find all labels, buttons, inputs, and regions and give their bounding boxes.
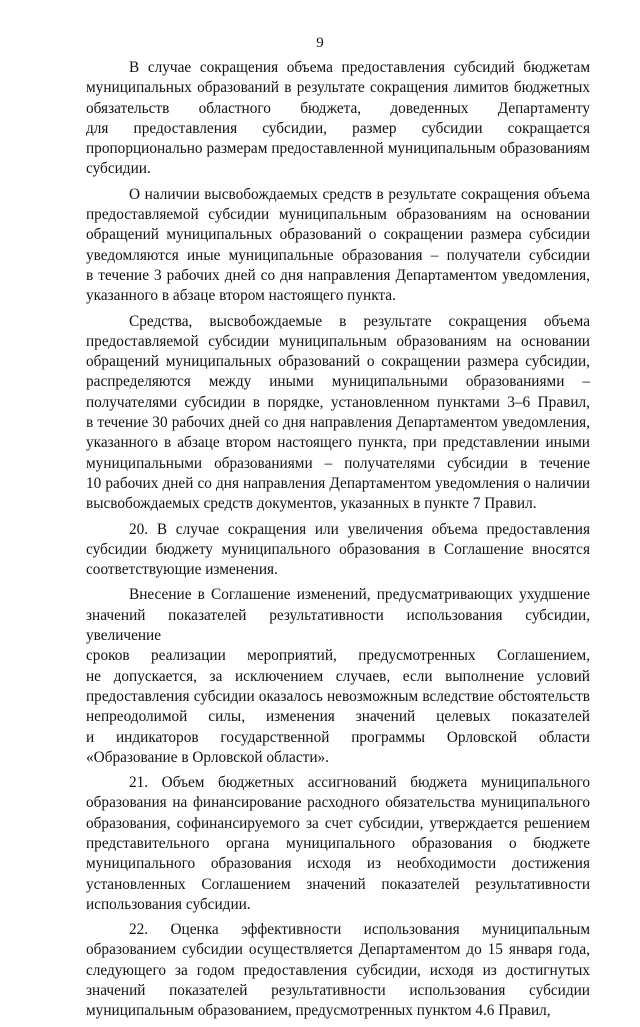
- paragraph: [86, 773, 590, 915]
- text-line: следующего за годом предоставления субсидии, исходя из достигнутых: [86, 961, 590, 979]
- text-line: обязательств областного бюджета, доведенных Департаменту: [86, 99, 590, 117]
- text-line: В случае сокращения объема предоставления субсидий бюджетам: [129, 59, 590, 76]
- text-line: в течение 3 рабочих дней со дня направления Департаментом уведомления,: [86, 266, 590, 284]
- text-line: указанного в абзаце втором настоящего пункта, при представлении иными: [86, 434, 590, 452]
- text-line: высвобождаемых средств документов, указанных в пункте 7 Правил.: [86, 495, 537, 513]
- text-line: Средства, высвобождаемые в результате сокращения объема: [129, 312, 590, 330]
- text-line: использования субсидии.: [86, 895, 251, 913]
- text-line: 10 рабочих дней со дня направления Департаментом уведомления о наличии: [86, 474, 590, 492]
- text-line: установленных Соглашением значений показателей результативности: [86, 875, 590, 893]
- text-line: муниципальным образованием, предусмотренных пунктом 4.6 Правил,: [86, 1002, 551, 1020]
- text-line: предоставляемой субсидии муниципальным образованиям на основании: [86, 332, 590, 350]
- text-line: для предоставления субсидии, размер субсидии сокращается: [86, 119, 590, 137]
- text-line: обращений муниципальных образований о сокращении размера субсидии,: [86, 353, 590, 371]
- paragraph: [86, 58, 590, 180]
- text-line: в течение 30 рабочих дней со дня направления Департаментом уведомления,: [86, 414, 590, 432]
- text-line: муниципальных образований в результате сокращения лимитов бюджетных: [86, 79, 590, 97]
- text-line: субсидии бюджету муниципального образования в Соглашение вносятся: [86, 540, 590, 558]
- text-line: муниципального образования исходя из необходимости достижения: [86, 855, 590, 873]
- text-line: «Образование в Орловской области».: [86, 748, 329, 766]
- paragraph: [86, 185, 590, 307]
- paragraph: [86, 520, 590, 581]
- text-line: обращений муниципальных образований о сокращении размера субсидии: [86, 226, 590, 244]
- text-line: образования на финансирование расходного обязательства муниципального: [86, 794, 590, 812]
- text-line: значений показателей результативности использования субсидии: [86, 982, 590, 1000]
- text-line: 20. В случае сокращения или увеличения объема предоставления: [129, 520, 590, 538]
- text-line: получателями субсидии в порядке, установленном пунктами 3–6 Правил,: [86, 393, 590, 411]
- text-line: распределяются между иными муниципальными образованиями –: [86, 373, 590, 391]
- text-line: О наличии высвобождаемых средств в результате сокращения объема: [129, 185, 590, 203]
- text-line: 21. Объем бюджетных ассигнований бюджета муниципального: [129, 774, 590, 792]
- text-line: представительного органа муниципального образования о бюджете: [86, 834, 590, 852]
- text-line: предоставления субсидии оказалось невозможным вследствие обстоятельств: [86, 687, 590, 705]
- text-line: сроков реализации мероприятий, предусмотренных Соглашением,: [86, 647, 590, 665]
- text-line: образования, софинансируемого за счет субсидии, утверждается решением: [86, 814, 590, 832]
- paragraph: [86, 585, 590, 768]
- paragraph: [86, 312, 590, 515]
- text-line: предоставляемой субсидии муниципальным образованиям на основании: [86, 206, 590, 224]
- paragraph: [86, 920, 590, 1021]
- text-line: образованием субсидии осуществляется Департаментом до 15 января года,: [86, 941, 590, 959]
- text-line: уведомляются иные муниципальные образования – получатели субсидии: [86, 246, 590, 264]
- document-body: [86, 58, 590, 1027]
- text-line: указанного в абзаце втором настоящего пункта.: [86, 287, 396, 305]
- text-line: непреодолимой силы, изменения значений целевых показателей: [86, 708, 590, 726]
- text-line: и индикаторов государственной программы Орловской области: [86, 728, 590, 746]
- text-line: Внесение в Соглашение изменений, предусматривающих ухудшение: [129, 586, 590, 604]
- text-line: не допускается, за исключением случаев, если выполнение условий: [86, 667, 590, 685]
- text-line: 22. Оценка эффективности использования муниципальным: [129, 921, 590, 939]
- text-line: соответствующие изменения.: [86, 561, 278, 579]
- text-line: значений показателей результативности использования субсидии, увеличение: [86, 606, 590, 645]
- page-number: 9: [316, 35, 324, 51]
- text-line: пропорционально размерам предоставленной муниципальным образованиям: [86, 140, 590, 158]
- text-line: муниципальными образованиями – получателями субсидии в течение: [86, 454, 590, 472]
- text-line: субсидии.: [86, 160, 151, 178]
